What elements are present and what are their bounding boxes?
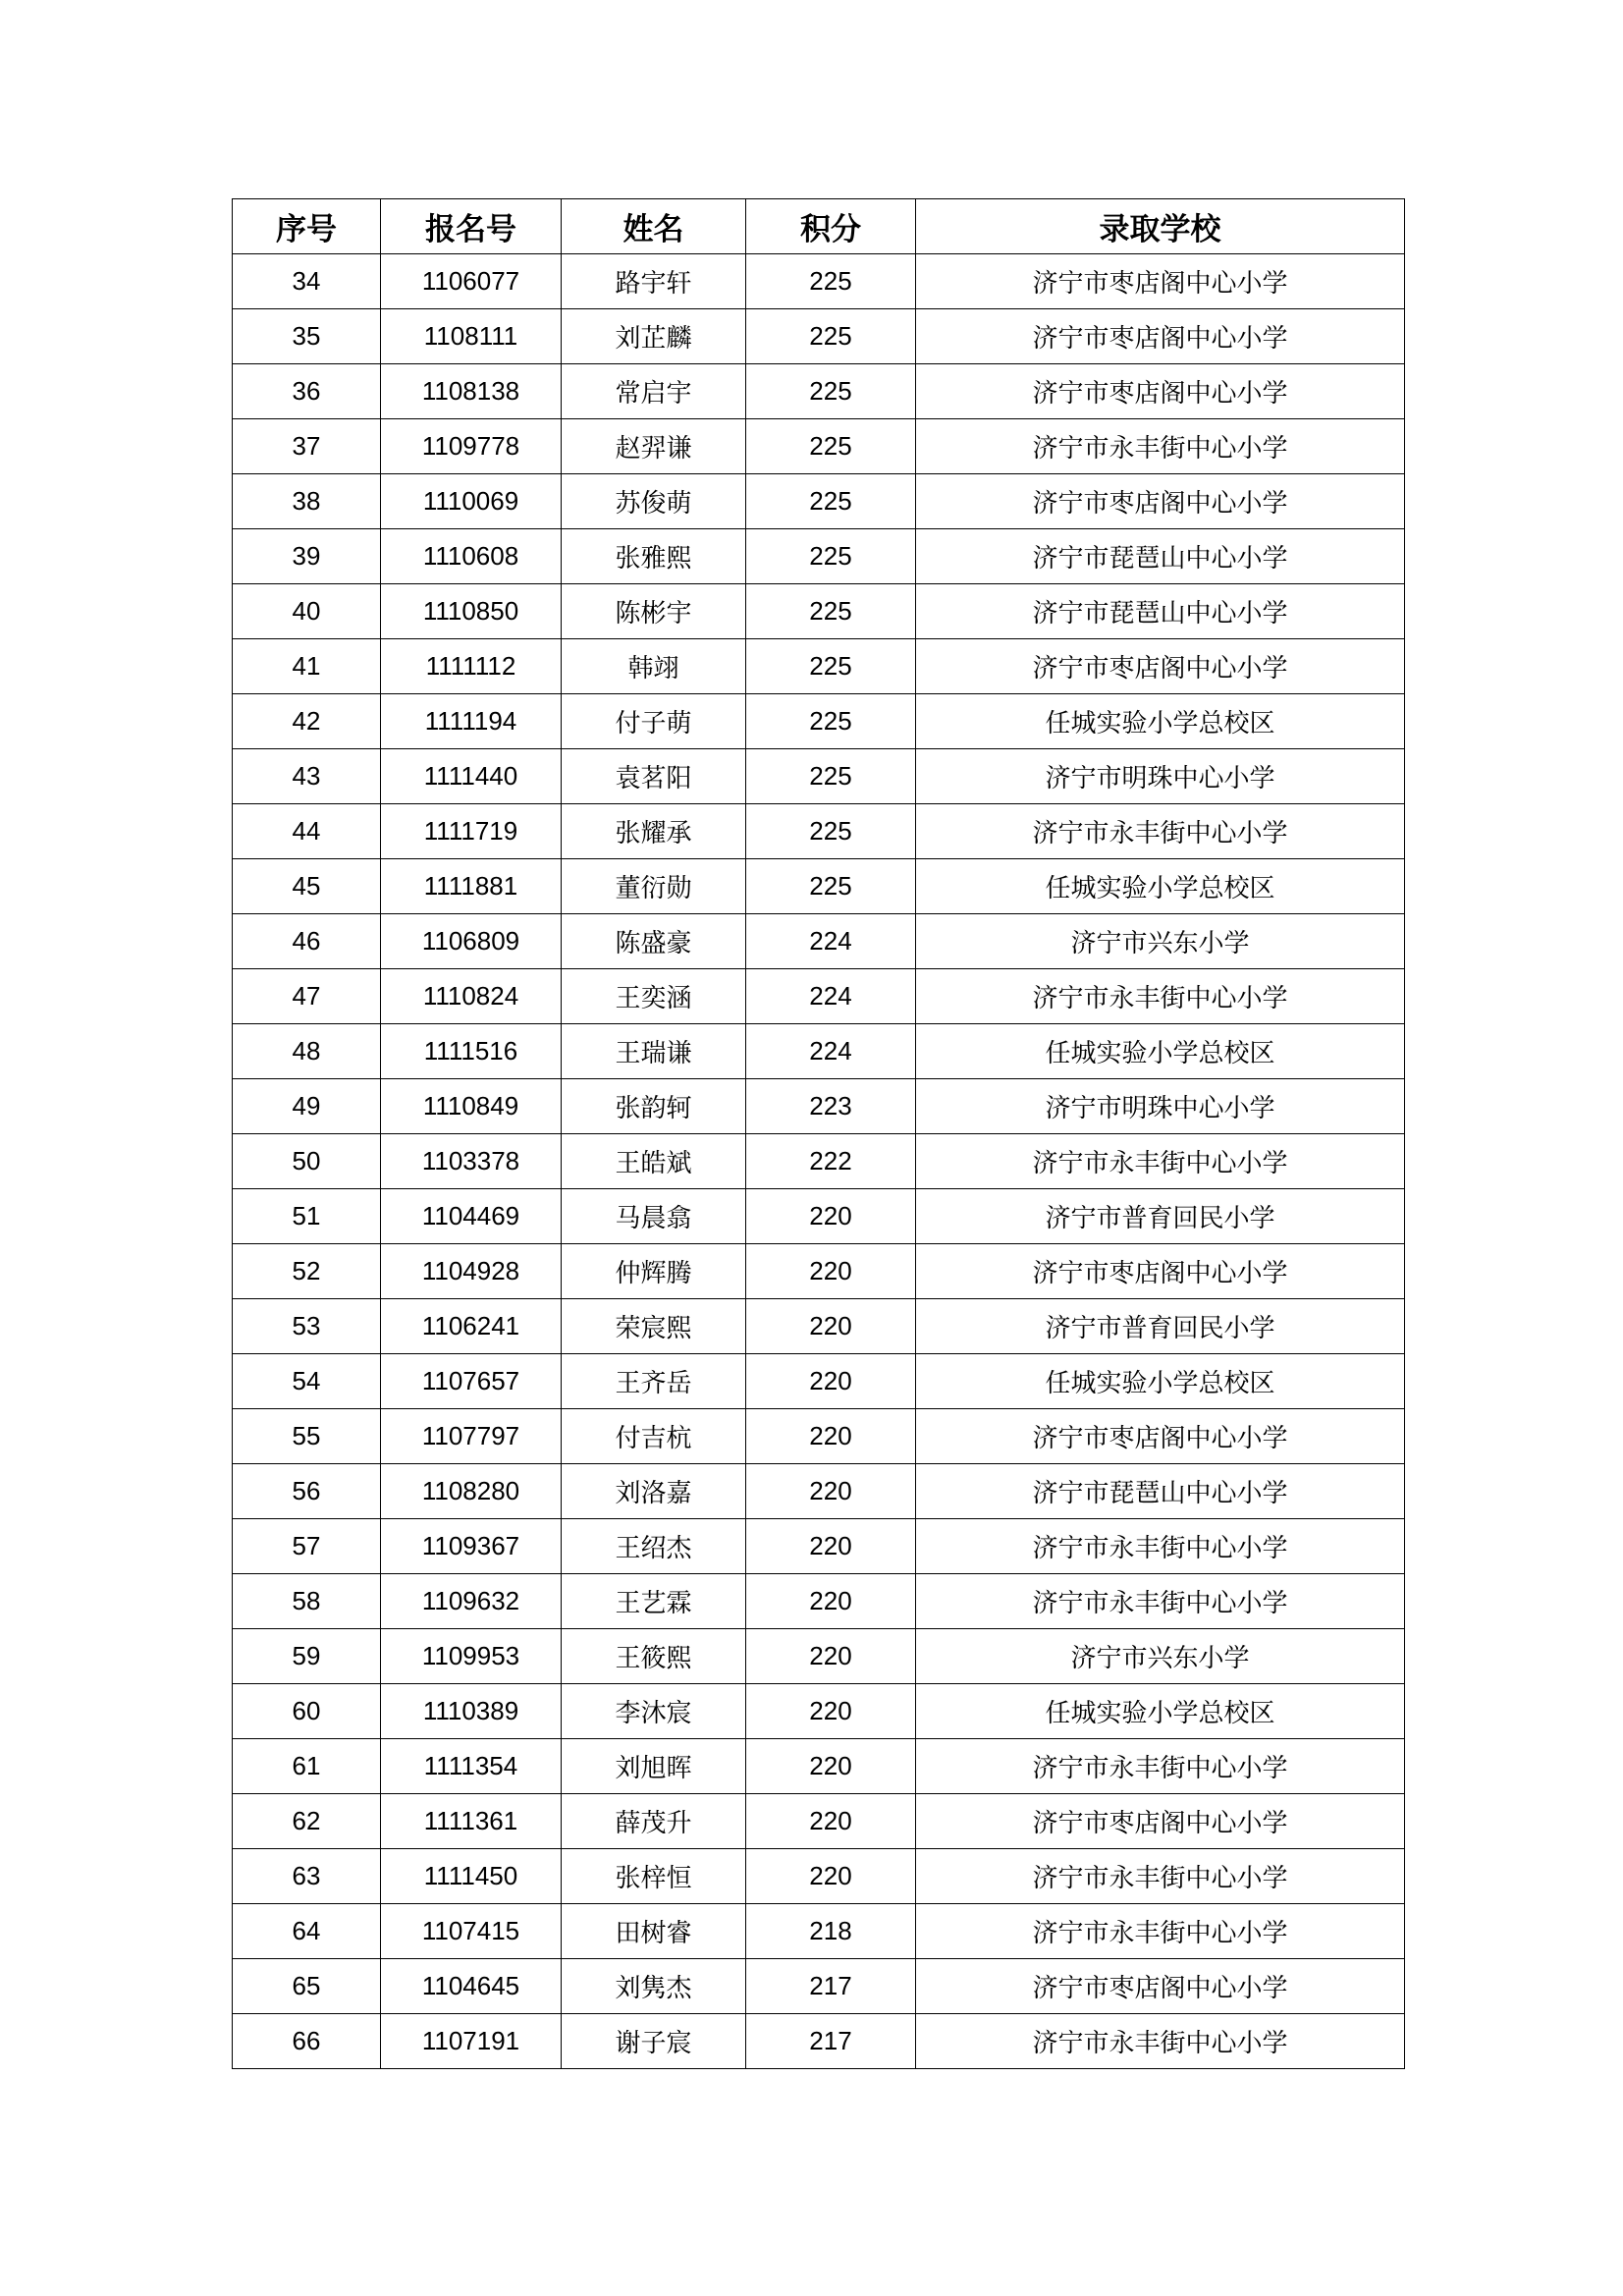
table-row [233, 1794, 1405, 1849]
school-cell: 济宁市普育回民小学 [916, 1299, 1405, 1354]
serial-cell: 37 [233, 419, 381, 474]
school-cell: 济宁市明珠中心小学 [916, 1079, 1405, 1134]
name-cell: 苏俊萌 [562, 474, 746, 529]
name-cell: 王筱熙 [562, 1629, 746, 1684]
registration-number-cell: 1110849 [381, 1079, 562, 1134]
name-cell: 刘隽杰 [562, 1959, 746, 2014]
header-registration-number: 报名号 [381, 199, 562, 254]
name-cell: 王瑞谦 [562, 1024, 746, 1079]
table-row [233, 1134, 1405, 1189]
score-cell: 224 [746, 1024, 916, 1079]
table-row [233, 1079, 1405, 1134]
registration-number-cell: 1109778 [381, 419, 562, 474]
name-cell: 马晨翕 [562, 1189, 746, 1244]
registration-number-cell: 1107657 [381, 1354, 562, 1409]
name-cell: 付子萌 [562, 694, 746, 749]
serial-cell: 55 [233, 1409, 381, 1464]
name-cell: 陈彬宇 [562, 584, 746, 639]
name-cell: 韩翊 [562, 639, 746, 694]
school-cell: 济宁市永丰街中心小学 [916, 2014, 1405, 2069]
score-cell: 223 [746, 1079, 916, 1134]
name-cell: 王皓斌 [562, 1134, 746, 1189]
table-row [233, 254, 1405, 309]
registration-number-cell: 1107797 [381, 1409, 562, 1464]
school-cell: 济宁市永丰街中心小学 [916, 804, 1405, 859]
school-cell: 济宁市琵琶山中心小学 [916, 529, 1405, 584]
serial-cell: 66 [233, 2014, 381, 2069]
serial-cell: 48 [233, 1024, 381, 1079]
registration-number-cell: 1109367 [381, 1519, 562, 1574]
serial-cell: 47 [233, 969, 381, 1024]
table-row [233, 914, 1405, 969]
name-cell: 陈盛豪 [562, 914, 746, 969]
name-cell: 王奕涵 [562, 969, 746, 1024]
header-admitted-school: 录取学校 [916, 199, 1405, 254]
registration-number-cell: 1106077 [381, 254, 562, 309]
school-cell: 任城实验小学总校区 [916, 1354, 1405, 1409]
table-row [233, 1629, 1405, 1684]
name-cell: 谢子宸 [562, 2014, 746, 2069]
name-cell: 薛茂升 [562, 1794, 746, 1849]
table-row [233, 419, 1405, 474]
serial-cell: 64 [233, 1904, 381, 1959]
admission-table [232, 198, 1405, 2069]
table-row [233, 804, 1405, 859]
table-row [233, 969, 1405, 1024]
school-cell: 济宁市明珠中心小学 [916, 749, 1405, 804]
name-cell: 荣宸熙 [562, 1299, 746, 1354]
school-cell: 济宁市枣店阁中心小学 [916, 1244, 1405, 1299]
table-row [233, 639, 1405, 694]
score-cell: 218 [746, 1904, 916, 1959]
score-cell: 220 [746, 1299, 916, 1354]
name-cell: 张雅熙 [562, 529, 746, 584]
name-cell: 董衍勋 [562, 859, 746, 914]
score-cell: 220 [746, 1464, 916, 1519]
school-cell: 济宁市琵琶山中心小学 [916, 1464, 1405, 1519]
table-body [233, 254, 1405, 2069]
serial-cell: 44 [233, 804, 381, 859]
name-cell: 张韵轲 [562, 1079, 746, 1134]
school-cell: 济宁市永丰街中心小学 [916, 1519, 1405, 1574]
name-cell: 王艺霖 [562, 1574, 746, 1629]
table-row [233, 1739, 1405, 1794]
score-cell: 225 [746, 364, 916, 419]
name-cell: 仲辉腾 [562, 1244, 746, 1299]
serial-cell: 62 [233, 1794, 381, 1849]
school-cell: 任城实验小学总校区 [916, 1024, 1405, 1079]
score-cell: 220 [746, 1189, 916, 1244]
school-cell: 济宁市枣店阁中心小学 [916, 639, 1405, 694]
serial-cell: 45 [233, 859, 381, 914]
serial-cell: 40 [233, 584, 381, 639]
table-row [233, 1464, 1405, 1519]
table-row [233, 1684, 1405, 1739]
table-row [233, 1849, 1405, 1904]
school-cell: 济宁市永丰街中心小学 [916, 1904, 1405, 1959]
table-row [233, 1904, 1405, 1959]
school-cell: 任城实验小学总校区 [916, 859, 1405, 914]
score-cell: 225 [746, 804, 916, 859]
table-row [233, 1354, 1405, 1409]
school-cell: 济宁市永丰街中心小学 [916, 1574, 1405, 1629]
table-row [233, 1574, 1405, 1629]
registration-number-cell: 1111881 [381, 859, 562, 914]
score-cell: 217 [746, 2014, 916, 2069]
serial-cell: 42 [233, 694, 381, 749]
table-row [233, 529, 1405, 584]
score-cell: 225 [746, 309, 916, 364]
score-cell: 225 [746, 694, 916, 749]
school-cell: 济宁市兴东小学 [916, 1629, 1405, 1684]
serial-cell: 57 [233, 1519, 381, 1574]
table-row [233, 2014, 1405, 2069]
serial-cell: 34 [233, 254, 381, 309]
registration-number-cell: 1104928 [381, 1244, 562, 1299]
score-cell: 220 [746, 1739, 916, 1794]
table-row [233, 749, 1405, 804]
table-row [233, 1959, 1405, 2014]
serial-cell: 41 [233, 639, 381, 694]
header-name: 姓名 [562, 199, 746, 254]
score-cell: 220 [746, 1409, 916, 1464]
table-row [233, 1409, 1405, 1464]
score-cell: 217 [746, 1959, 916, 2014]
registration-number-cell: 1110608 [381, 529, 562, 584]
score-cell: 220 [746, 1684, 916, 1739]
score-cell: 220 [746, 1574, 916, 1629]
name-cell: 路宇轩 [562, 254, 746, 309]
school-cell: 济宁市永丰街中心小学 [916, 1849, 1405, 1904]
header-serial: 序号 [233, 199, 381, 254]
table-row [233, 1024, 1405, 1079]
school-cell: 济宁市琵琶山中心小学 [916, 584, 1405, 639]
score-cell: 225 [746, 529, 916, 584]
serial-cell: 53 [233, 1299, 381, 1354]
school-cell: 济宁市永丰街中心小学 [916, 969, 1405, 1024]
serial-cell: 56 [233, 1464, 381, 1519]
serial-cell: 36 [233, 364, 381, 419]
table-row [233, 1519, 1405, 1574]
name-cell: 付吉杭 [562, 1409, 746, 1464]
registration-number-cell: 1110850 [381, 584, 562, 639]
registration-number-cell: 1107415 [381, 1904, 562, 1959]
name-cell: 袁茗阳 [562, 749, 746, 804]
table-row [233, 1299, 1405, 1354]
registration-number-cell: 1111440 [381, 749, 562, 804]
serial-cell: 54 [233, 1354, 381, 1409]
serial-cell: 51 [233, 1189, 381, 1244]
school-cell: 济宁市枣店阁中心小学 [916, 364, 1405, 419]
score-cell: 220 [746, 1629, 916, 1684]
registration-number-cell: 1104469 [381, 1189, 562, 1244]
registration-number-cell: 1104645 [381, 1959, 562, 2014]
score-cell: 220 [746, 1244, 916, 1299]
serial-cell: 43 [233, 749, 381, 804]
serial-cell: 46 [233, 914, 381, 969]
school-cell: 济宁市普育回民小学 [916, 1189, 1405, 1244]
registration-number-cell: 1111719 [381, 804, 562, 859]
score-cell: 225 [746, 639, 916, 694]
school-cell: 济宁市永丰街中心小学 [916, 1134, 1405, 1189]
serial-cell: 58 [233, 1574, 381, 1629]
table-row [233, 859, 1405, 914]
name-cell: 张梓恒 [562, 1849, 746, 1904]
school-cell: 济宁市枣店阁中心小学 [916, 1409, 1405, 1464]
name-cell: 刘洛嘉 [562, 1464, 746, 1519]
registration-number-cell: 1107191 [381, 2014, 562, 2069]
serial-cell: 50 [233, 1134, 381, 1189]
registration-number-cell: 1110069 [381, 474, 562, 529]
registration-number-cell: 1109953 [381, 1629, 562, 1684]
table-row [233, 1244, 1405, 1299]
header-row [233, 199, 1405, 254]
score-cell: 220 [746, 1519, 916, 1574]
score-cell: 220 [746, 1354, 916, 1409]
serial-cell: 65 [233, 1959, 381, 2014]
registration-number-cell: 1106809 [381, 914, 562, 969]
name-cell: 常启宇 [562, 364, 746, 419]
score-cell: 220 [746, 1849, 916, 1904]
name-cell: 赵羿谦 [562, 419, 746, 474]
registration-number-cell: 1111361 [381, 1794, 562, 1849]
school-cell: 济宁市枣店阁中心小学 [916, 254, 1405, 309]
serial-cell: 59 [233, 1629, 381, 1684]
school-cell: 济宁市枣店阁中心小学 [916, 309, 1405, 364]
registration-number-cell: 1103378 [381, 1134, 562, 1189]
name-cell: 张耀承 [562, 804, 746, 859]
score-cell: 225 [746, 749, 916, 804]
school-cell: 济宁市永丰街中心小学 [916, 419, 1405, 474]
school-cell: 任城实验小学总校区 [916, 694, 1405, 749]
header-score: 积分 [746, 199, 916, 254]
school-cell: 任城实验小学总校区 [916, 1684, 1405, 1739]
registration-number-cell: 1108138 [381, 364, 562, 419]
registration-number-cell: 1106241 [381, 1299, 562, 1354]
table-row [233, 694, 1405, 749]
name-cell: 李沐宸 [562, 1684, 746, 1739]
registration-number-cell: 1108280 [381, 1464, 562, 1519]
school-cell: 济宁市枣店阁中心小学 [916, 1794, 1405, 1849]
score-cell: 225 [746, 474, 916, 529]
score-cell: 225 [746, 859, 916, 914]
school-cell: 济宁市枣店阁中心小学 [916, 474, 1405, 529]
serial-cell: 60 [233, 1684, 381, 1739]
score-cell: 225 [746, 419, 916, 474]
school-cell: 济宁市兴东小学 [916, 914, 1405, 969]
table-row [233, 474, 1405, 529]
score-cell: 224 [746, 969, 916, 1024]
registration-number-cell: 1111354 [381, 1739, 562, 1794]
registration-number-cell: 1111450 [381, 1849, 562, 1904]
table-row [233, 1189, 1405, 1244]
registration-number-cell: 1111516 [381, 1024, 562, 1079]
school-cell: 济宁市枣店阁中心小学 [916, 1959, 1405, 2014]
table-row [233, 364, 1405, 419]
serial-cell: 49 [233, 1079, 381, 1134]
score-cell: 224 [746, 914, 916, 969]
serial-cell: 39 [233, 529, 381, 584]
registration-number-cell: 1110389 [381, 1684, 562, 1739]
registration-number-cell: 1108111 [381, 309, 562, 364]
serial-cell: 38 [233, 474, 381, 529]
score-cell: 225 [746, 254, 916, 309]
serial-cell: 52 [233, 1244, 381, 1299]
score-cell: 220 [746, 1794, 916, 1849]
serial-cell: 63 [233, 1849, 381, 1904]
registration-number-cell: 1110824 [381, 969, 562, 1024]
registration-number-cell: 1109632 [381, 1574, 562, 1629]
name-cell: 刘旭晖 [562, 1739, 746, 1794]
name-cell: 王绍杰 [562, 1519, 746, 1574]
registration-number-cell: 1111194 [381, 694, 562, 749]
name-cell: 田树睿 [562, 1904, 746, 1959]
name-cell: 刘芷麟 [562, 309, 746, 364]
score-cell: 225 [746, 584, 916, 639]
table-row [233, 309, 1405, 364]
serial-cell: 35 [233, 309, 381, 364]
serial-cell: 61 [233, 1739, 381, 1794]
score-cell: 222 [746, 1134, 916, 1189]
name-cell: 王齐岳 [562, 1354, 746, 1409]
registration-number-cell: 1111112 [381, 639, 562, 694]
school-cell: 济宁市永丰街中心小学 [916, 1739, 1405, 1794]
table-row [233, 584, 1405, 639]
